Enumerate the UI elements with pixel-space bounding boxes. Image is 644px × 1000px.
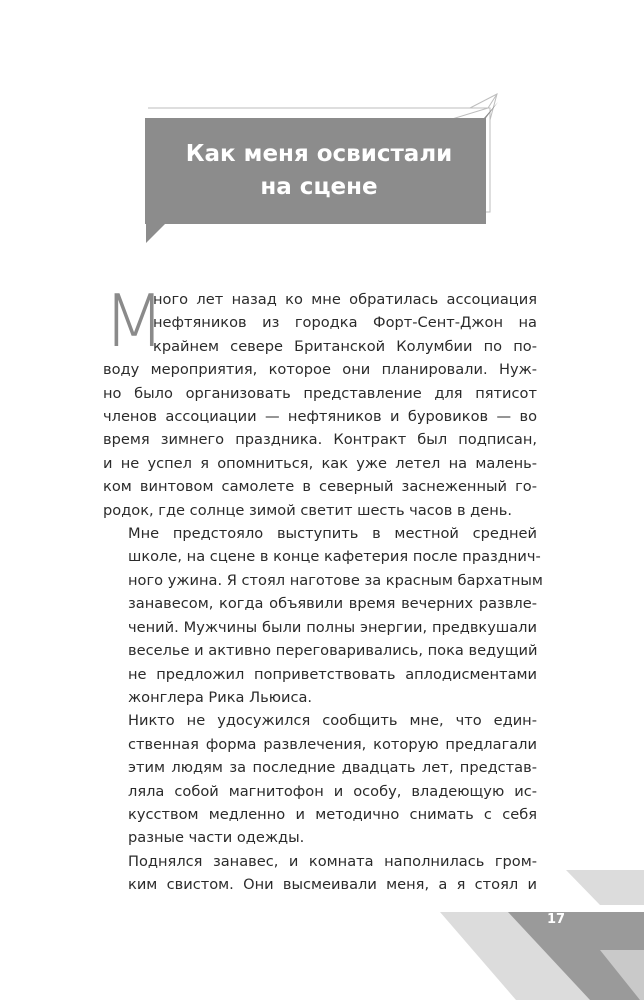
text-line: занавесом, когда объявили время вечерних развле- [128, 595, 537, 613]
text-line: чений. Мужчины были полны энергии, предвкушали [128, 618, 537, 636]
text-line: этим людям за последние двадцать лет, представ- [128, 759, 537, 777]
text-line: родок, где солнце зимой светит шесть часов в день. [103, 501, 513, 519]
text-line: ного лет назад ко мне обратилась ассоциация [153, 291, 537, 308]
text-line: Поднялся занавес, и комната наполнилась гром- [128, 852, 537, 870]
text-line: время зимнего праздника. Контракт был подписан, [103, 431, 537, 449]
page-number: 17 [546, 912, 566, 927]
text-line: ляла собой магнитофон и особу, владеющую ис- [128, 782, 537, 800]
drop-cap: М [103, 279, 166, 363]
text-line: кусством медленно и методично снимать с себя [128, 805, 537, 823]
text-line: членов ассоциации — нефтяников и буровиков — во [103, 408, 537, 426]
text-line: разные части одежды. [128, 829, 305, 847]
text-line: школе, на сцене в конце кафетерия после празднич- [128, 548, 541, 566]
text-line: ком винтовом самолете в северный заснеженный го- [103, 478, 537, 496]
text-line: ственная форма развлечения, которую предлагали [128, 735, 537, 753]
text-line: Никто не удосужился сообщить мне, что един- [128, 712, 537, 730]
text-line: веселье и активно переговаривались, пока ведущий [128, 642, 538, 660]
stripe-light-top [566, 870, 644, 905]
text-line: ного ужина. Я стоял наготове за красным бархатным [128, 571, 543, 589]
text-line: но было организовать представление для пятисот [103, 384, 537, 402]
text-line: не предложил поприветствовать аплодисментами [128, 665, 537, 683]
text-line: жонглера Рика Льюиса. [128, 688, 313, 706]
text-line: Мне предстояло выступить в местной средней [128, 525, 537, 543]
text-line: и не успел я опомниться, как уже летел на малень- [103, 454, 537, 472]
text-line: нефтяников из городка Форт-Сент-Джон на [153, 314, 537, 332]
chapter-title-line2: на сцене [260, 174, 378, 200]
chapter-title-line1: Как меня освистали [185, 141, 453, 167]
text-line: воду мероприятия, которое они планировали. Нуж- [103, 361, 537, 379]
text-line: крайнем севере Британской Колумбии по по- [153, 337, 537, 355]
text-line: ким свистом. Они высмеивали меня, а я стоял и [128, 876, 537, 894]
